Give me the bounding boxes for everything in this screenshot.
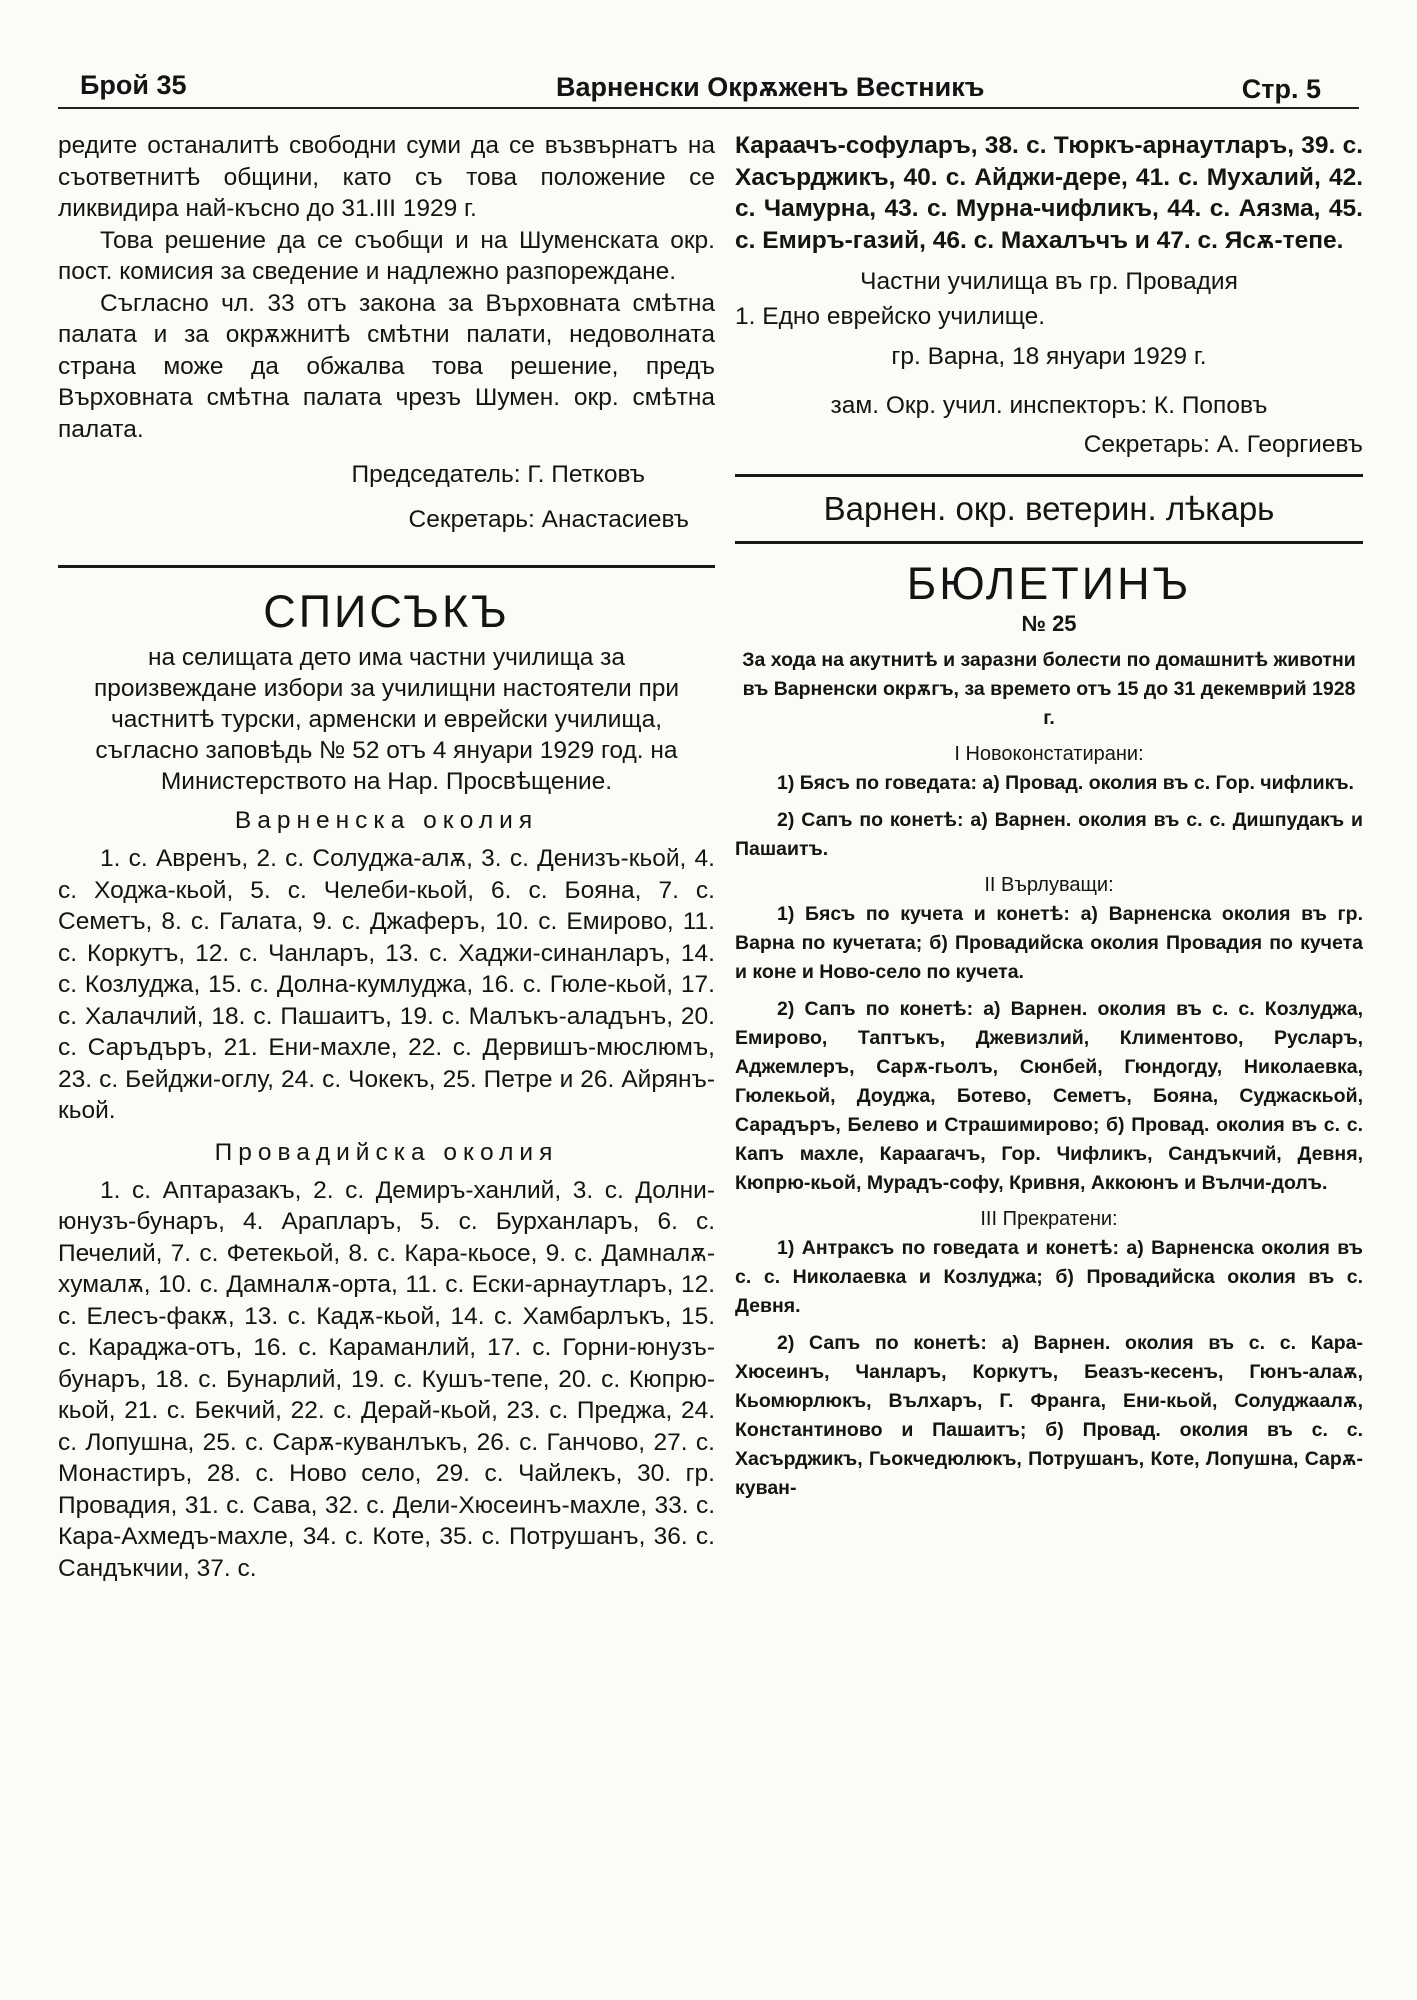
section-separator-vet xyxy=(735,541,1363,544)
provadia-district-heading: Провадийска околия xyxy=(214,1138,559,1166)
chairman-signature: Председатель: Г. Петковъ xyxy=(351,461,645,488)
section-separator-right xyxy=(735,474,1363,477)
place-date: гр. Варна, 18 януари 1929 г. xyxy=(891,342,1207,370)
list-continued-text: Караачъ-софуларъ, 38. с. Тюркъ-арнаутларъ, 39. с. Хасърджикъ, 40. с. Айджи-дере, 41. с. Мухалий, 42. с. Чамурна, 43. с. Мурна-чифликъ, 44. с. Аязма, 45. с. Емиръ-газий, 46. с. Махалъчъ и 47. с. Ясѫ-тепе. xyxy=(735,132,1363,254)
secretary-signature-right: Секретарь: А. Георгиевъ xyxy=(1083,430,1363,458)
ongoing-cases-item-1: 1) Бясъ по кучета и конетѣ: а) Варненска околия въ гр. Варна по кучетата; б) Провадийска околия Провадия по кучета и коне и Ново-село по кучета. xyxy=(735,902,1363,983)
decision-text: редите останалитѣ свободни суми да се възвърнатъ на съответнитѣ общини, като съ това положение се ликвидира най-късно до 31.III 1929 г. xyxy=(58,132,715,222)
bulletin-subtitle: За хода на акутнитѣ и заразни болести по домашнитѣ животни въ Варненски окрѫгъ, за времето отъ 15 до 31 декемврий 1928 г. xyxy=(742,648,1356,729)
provadia-private-school-item: 1. Едно еврейско училище. xyxy=(735,303,1046,330)
new-cases-heading: I Новоконстатирани: xyxy=(954,742,1144,765)
varna-villages-list: 1. с. Авренъ, 2. с. Солуджа-алѫ, 3. с. Денизъ-кьой, 4. с. Ходжа-кьой, 5. с. Челеби-кьой, 6. с. Бояна, 7. с. Семетъ, 8. с. Галата, 9. с. Джаферъ, 10. с. Емирово, 11. с. Коркутъ, 12. с. Чанларъ, 13. с. Хаджи-синанларъ, 14. с. Козлуджа, 15. с. Долна-кумлуджа, 16. с. Гюле-кьой, 17. с. Халачлий, 18. с. Пашаитъ, 19. с. Малъкъ-аладънъ, 20. с. Саръдъръ, 21. Ени-махле, 22. с. Дервишъ-мюслюмъ, 23. с. Бейджи-оглу, 24. с. Чокекъ, 25. Петре и 26. Айрянъ-кьой. xyxy=(58,845,715,1124)
section-separator xyxy=(58,565,715,568)
provadia-villages-list: 1. с. Аптаразакъ, 2. с. Демиръ-ханлий, 3. с. Долни-юнузъ-бунаръ, 4. Арапларъ, 5. с. Бурханларъ, 6. с. Печелий, 7. с. Фетекьой, 8. с. Кара-кьосе, 9. с. Дамналѫ-хумалѫ, 10. с. Дамналѫ-орта, 11. с. Ески-арнаутларъ, 12. с. Елесъ-факѫ, 13. с. Кадѫ-кьой, 14. с. Хамбарлъкъ, 15. с. Караджа-отъ, 16. с. Караманлий, 17. с. Горни-юнузъ-бунаръ, 18. с. Бунарлий, 19. с. Кушъ-тепе, 20. с. Кюпрю-кьой, 21. с. Бекчий, 22. с. Дерай-кьой, 23. с. Преджа, 24. с. Лопушна, 25. с. Сарѫ-куванлъкъ, 26. с. Ганчово, 27. с. Монастиръ, 28. с. Ново село, 29. с. Чайлекъ, 30. гр. Провадия, 31. с. Сава, 32. с. Дели-Хюсеинъ-махле, 33. с. Кара-Ахмедъ-махле, 34. с. Коте, 35. с. Потрушанъ, 36. с. Сандъкчии, 37. с. xyxy=(58,1176,715,1582)
header-rule xyxy=(58,107,1359,109)
issue-number: Брой 35 xyxy=(80,70,187,100)
new-cases-item-1: 1) Бясъ по говедата: а) Провад. околия въ с. Гор. чифликъ. xyxy=(777,771,1354,794)
decision-notify-text: Това решение да се съобщи и на Шуменската окр. пост. комисия за сведение и надлежно разпореждане. xyxy=(58,226,715,285)
inspector-signature: зам. Окр. учил. инспекторъ: К. Поповъ xyxy=(830,391,1268,419)
page-header xyxy=(58,60,1359,112)
vet-heading: Варнен. окр. ветерин. лѣкарь xyxy=(823,489,1275,527)
columns xyxy=(58,130,1363,2000)
ceased-cases-item-1: 1) Антраксъ по говедата и конетѣ: а) Варненска околия въ с. с. Николаевка и Козлуджа; б) Провадийска околия въ с. Девня. xyxy=(735,1236,1363,1317)
bulletin-title: БЮЛЕТИНЪ xyxy=(906,557,1192,609)
new-cases-item-2: 2) Сапъ по конетѣ: а) Варнен. околия въ с. с. Дишпудакъ и Пашаитъ. xyxy=(735,808,1363,860)
varna-district-heading: Варненска околия xyxy=(234,807,539,834)
ongoing-cases-heading: II Върлуващи: xyxy=(984,873,1114,896)
left-column xyxy=(58,130,715,2000)
list-subtitle: на селищата дето има частни училища за произвеждане избори за училищни настоятели при частнитѣ турски, арменски и еврейски училища, съгласно заповѣдь № 52 отъ 4 януари 1929 год. на Министерството на Нар. Просвѣщение. xyxy=(93,644,680,795)
page-number: Стр. 5 xyxy=(1241,74,1321,104)
decision-appeal-text: Съгласно чл. 33 отъ закона за Върховната смѣтна палата и за окрѫжнитѣ смѣтни палати, недоволната страна може да обжалва това решение, предъ Върховната смѣтна палата чрезъ Шумен. окр. смѣтна палата. xyxy=(58,289,715,443)
list-title: СПИСЪКЪ xyxy=(263,586,510,637)
newspaper-title: Варненски Окрѫженъ Вестникъ xyxy=(556,72,985,102)
ceased-cases-heading: III Прекратени: xyxy=(980,1207,1118,1230)
bulletin-number: № 25 xyxy=(1021,610,1077,636)
right-column xyxy=(735,130,1363,2000)
ceased-cases-item-2: 2) Сапъ по конетѣ: а) Варнен. околия въ с. с. Кара-Хюсеинъ, Чанларъ, Коркутъ, Беазъ-кесенъ, Гюнъ-алаѫ, Кьомюрлюкъ, Вълхаръ, Г. Франга, Ени-кьой, Солуджаалѫ, Константиново и Пашаитъ; б) Провад. околия въ с. с. Хасърджикъ, Гьокчедюлюкъ, Потрушанъ, Коте, Лопушна, Сарѫ-куван- xyxy=(735,1331,1363,1499)
provadia-private-schools-heading: Частни училища въ гр. Провадия xyxy=(860,268,1238,295)
ongoing-cases-item-2: 2) Сапъ по конетѣ: а) Варнен. околия въ с. с. Козлуджа, Емирово, Таптъкъ, Джевизлий, Климентово, Русларъ, Аджемлеръ, Сарѫ-гьолъ, Сюнбей, Гюндогду, Николаевка, Гюлекьой, Доуджа, Ботево, Семетъ, Бояна, Суджаскьой, Сарадъръ, Белево и Страшимирово; б) Провад. околия въ с. с. Капъ махле, Караагачъ, Гор. Чифликъ, Сандъкчий, Девня, Кюпрю-кьой, Мурадъ-софу, Кривня, Аккоюнъ и Вълчи-долъ. xyxy=(735,997,1363,1194)
secretary-signature: Секретарь: Анастасиевъ xyxy=(408,506,689,533)
